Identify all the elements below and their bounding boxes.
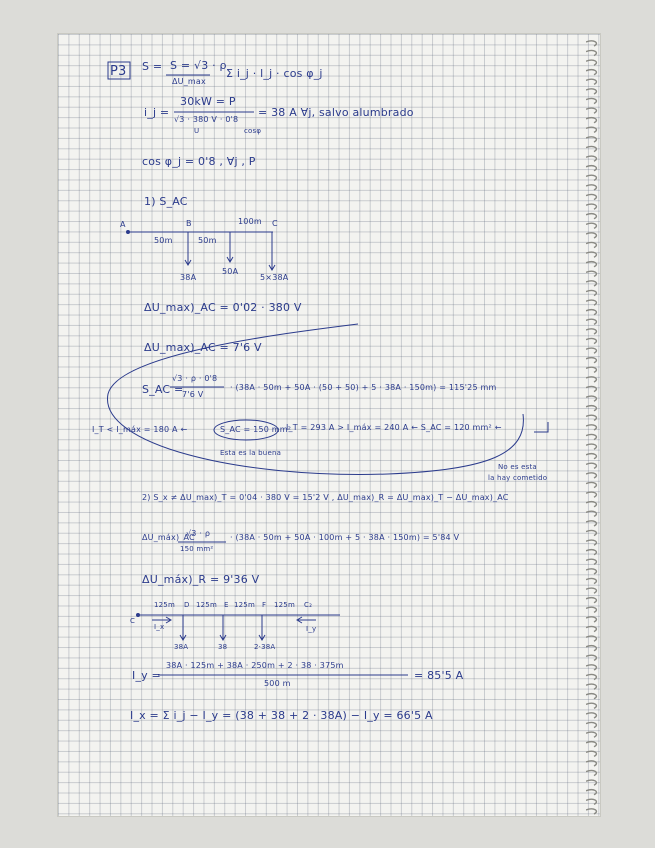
iy-denominator: 500 m <box>264 679 291 688</box>
note-below: Esta es la buena <box>220 449 282 457</box>
diagram2-d3: 125m <box>234 601 255 609</box>
du-max-denominator: 150 mm² <box>180 545 214 553</box>
diagram2-load-2: 38 <box>218 643 228 651</box>
s-denominator: ΔU_max <box>172 77 206 86</box>
ij-lhs: i_j = <box>144 106 170 119</box>
sac-rhs: · (38A · 50m + 50A · (50 + 50) + 5 · 38A · 150m) = 115'25 mm <box>230 383 497 392</box>
diagram2-d1: 125m <box>154 601 175 609</box>
load-2: 50A <box>222 267 239 276</box>
du-max-numerator: √3 · ρ <box>186 529 211 538</box>
iy-rhs: = 85'5 A <box>414 669 464 682</box>
note-right-1: No es esta <box>498 463 537 471</box>
s-numerator: S = √3 · ρ <box>170 59 227 72</box>
it-right: I_T = 293 A > I_máx = 240 A ← S_AC = 120 mm² ← <box>286 423 502 432</box>
it-left: I_T < I_máx = 180 A ← <box>92 425 188 434</box>
diagram2-node-f: F <box>262 601 267 609</box>
sac-denominator: 7'6 V <box>182 390 204 399</box>
du-ac-line-2: ΔU_max)_AC = 7'6 V <box>144 341 262 354</box>
part2-line-1: 2) S_x ≠ ΔU_max)_T = 0'04 · 380 V = 15'2 V , ΔU_max)_R = ΔU_max)_T − ΔU_max)_AC <box>142 493 509 502</box>
diagram2-d2: 125m <box>196 601 217 609</box>
diagram2-d4: 125m <box>274 601 295 609</box>
ix-line: I_x = Σ i_j − I_y = (38 + 38 + 2 · 38A) − I_y = 66'5 A <box>130 709 433 722</box>
notebook-page <box>58 34 600 816</box>
s-sum: Σ i_j · l_j · cos φ_j <box>226 67 323 80</box>
answer-box: S_AC = 150 mm² <box>220 425 292 434</box>
problem-label: P3 <box>110 64 127 79</box>
diagram2-label-ix: I_x <box>154 623 165 631</box>
diagram2-load-1: 38A <box>174 643 189 651</box>
diagram2-node-end: C₂ <box>304 601 313 609</box>
cos-line: cos φ_j = 0'8 , ∀j , P <box>142 155 256 168</box>
du-max-lhs: ΔU_máx)_AC <box>142 533 195 542</box>
ij-numerator: 30kW = P <box>180 95 236 108</box>
ij-rhs: = 38 A ∀j, salvo alumbrado <box>258 106 414 119</box>
s-lhs: S = <box>142 60 163 73</box>
sac-lhs: S_AC = <box>142 383 184 396</box>
du-result: ΔU_máx)_R = 9'36 V <box>142 573 260 586</box>
return-arrow <box>534 422 548 432</box>
diagram2-load-3: 2·38A <box>254 643 276 651</box>
dist-1: 50m <box>154 236 173 245</box>
load-3: 5×38A <box>260 273 289 282</box>
iy-lhs: I_y = <box>132 669 161 682</box>
diagram2-node-left: C <box>130 617 136 625</box>
du-max-rhs: · (38A · 50m + 50A · 100m + 5 · 38A · 150m) = 5'84 V <box>230 533 460 542</box>
iy-numerator: 38A · 125m + 38A · 250m + 2 · 38 · 375m <box>166 661 344 670</box>
part1-title: 1) S_AC <box>144 195 188 208</box>
sac-numerator: √3 · ρ · 0'8 <box>172 374 218 383</box>
diagram2-node-d: D <box>184 601 190 609</box>
node-a: A <box>120 220 126 229</box>
ij-den-sub-2: cosφ <box>244 127 262 135</box>
ij-den-sub-1: U <box>194 127 200 135</box>
du-ac-line-1: ΔU_max)_AC = 0'02 · 380 V <box>144 301 302 314</box>
note-right-2: la hay cometido <box>488 474 548 482</box>
dist-2: 50m <box>198 236 217 245</box>
node-c: C <box>272 219 278 228</box>
load-1: 38A <box>180 273 197 282</box>
node-b: B <box>186 219 192 228</box>
ij-denominator: √3 · 380 V · 0'8 <box>174 115 239 124</box>
dist-bc: 100m <box>238 217 262 226</box>
diagram2-label-iy: I_y <box>306 625 317 633</box>
diagram2-node-e: E <box>224 601 229 609</box>
